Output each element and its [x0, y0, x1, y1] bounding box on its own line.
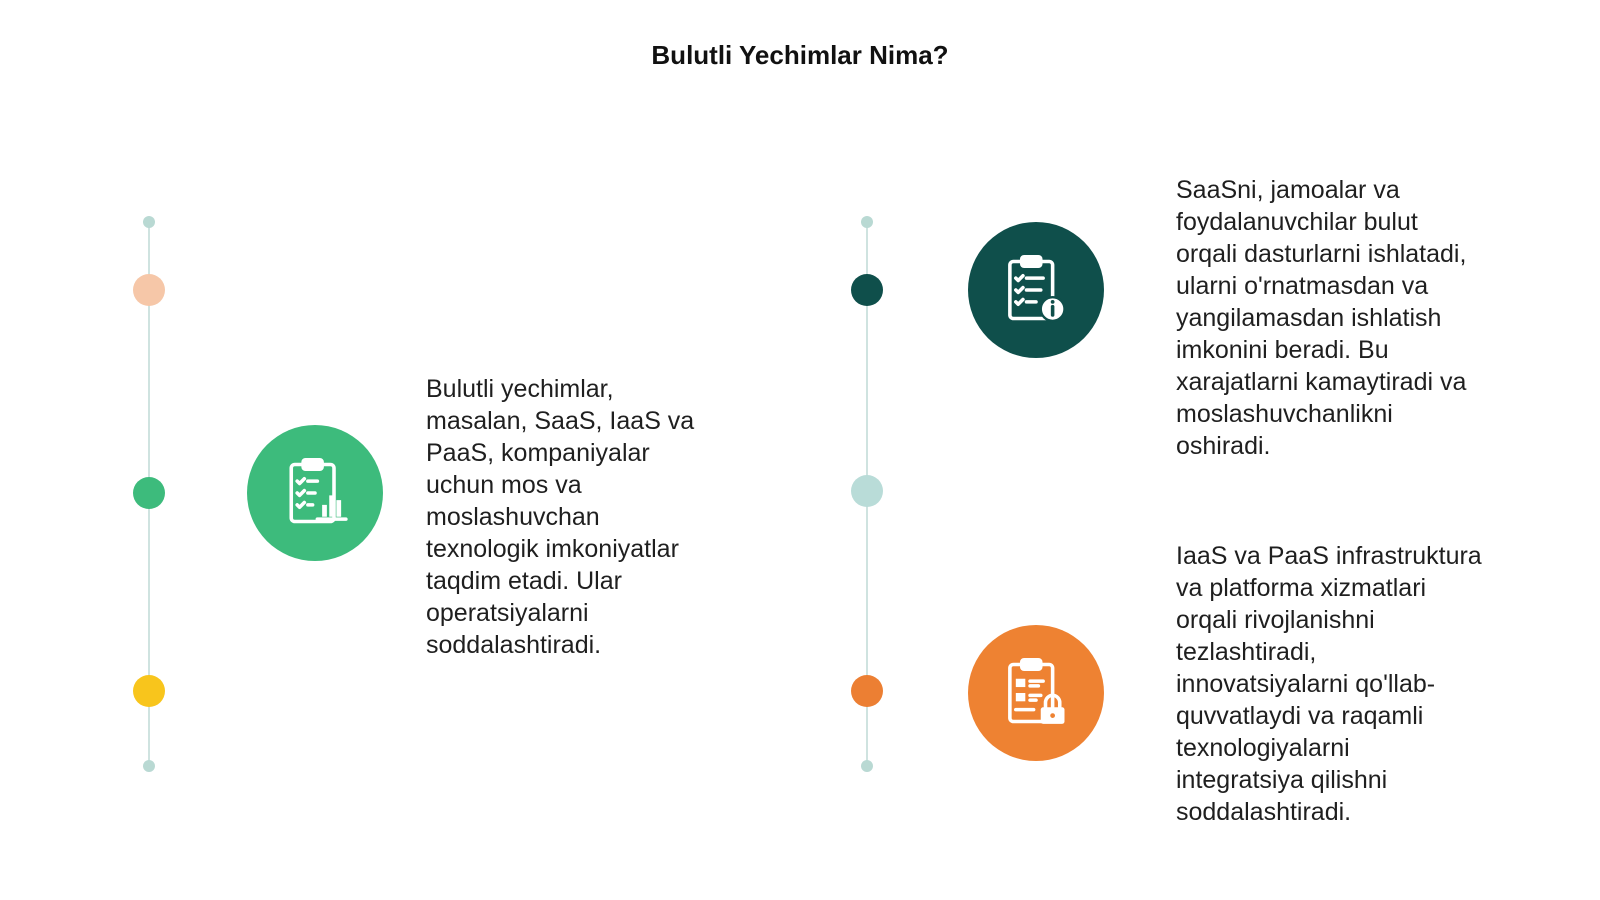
right-timeline-bottom-cap — [861, 760, 873, 772]
page-title: Bulutli Yechimlar Nima? — [651, 40, 949, 70]
cloud-solutions-text: Bulutli yechimlar, masalan, SaaS, IaaS va PaaS, kompaniyalar uchun mos va moslashuvchan texnologik imkoniyatlar taqdim etadi. Ular operatsiyalarni soddalashtiradi. — [426, 375, 695, 659]
left-timeline-dot-peach — [133, 274, 165, 306]
iaas-paas-text: IaaS va PaaS infrastruktura va platforma xizmatlari orqali rivojlanishni tezlashtiradi, innovatsiyalarni qo'llab- quvvatlaydi va raqamli texnologiyalarni integratsiya qilishni soddalashtiradi. — [1176, 542, 1482, 826]
left-timeline-dot-yellow — [133, 675, 165, 707]
right-timeline-dot-teal — [851, 274, 883, 306]
right-timeline-top-cap — [861, 216, 873, 228]
clipboard-lock-icon — [998, 655, 1074, 731]
left-timeline-bottom-cap — [143, 760, 155, 772]
cloud-solutions-icon-circle — [247, 425, 383, 561]
clipboard-chart-icon — [277, 455, 353, 531]
iaas-paas-icon-circle — [968, 625, 1104, 761]
saas-icon-circle — [968, 222, 1104, 358]
right-timeline-dot-light-teal — [851, 475, 883, 507]
right-timeline-dot-orange — [851, 675, 883, 707]
saas-text: SaaSni, jamoalar va foydalanuvchilar bulut orqali dasturlarni ishlatadi, ularni o'rnatmasdan va yangilamasdan ishlatish imkonini beradi. Bu xarajatlarni kamaytiradi va moslashuvchanlikni oshiradi. — [1176, 176, 1467, 460]
left-timeline-top-cap — [143, 216, 155, 228]
left-timeline-dot-green — [133, 477, 165, 509]
clipboard-info-icon — [998, 252, 1074, 328]
